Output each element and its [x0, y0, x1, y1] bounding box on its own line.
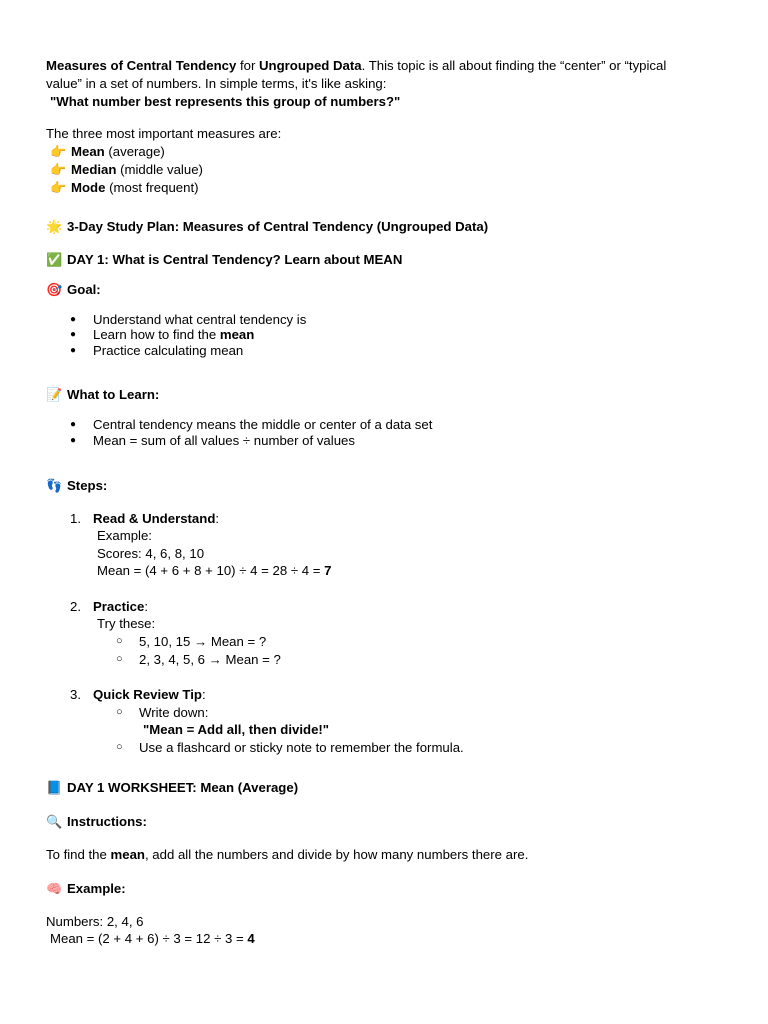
memo-icon: 📝: [46, 387, 63, 402]
topic-title: Measures of Central Tendency: [46, 58, 237, 73]
star-icon: 🌟: [46, 219, 63, 234]
instructions-heading: 🔍 Instructions:: [46, 814, 147, 829]
goal-heading: 🎯 Goal:: [46, 282, 101, 297]
intro-line-2: value” in a set of numbers. In simple terms, it's like asking:: [46, 76, 387, 91]
step-number: 2.: [70, 599, 81, 614]
steps-heading: 👣 Steps:: [46, 478, 108, 493]
blue-book-icon: 📘: [46, 780, 63, 795]
circle-bullet-icon: ○: [116, 653, 123, 665]
step-number: 3.: [70, 687, 81, 702]
step-1-mean: Mean = (4 + 6 + 8 + 10) ÷ 4 = 28 ÷ 4 = 7: [97, 563, 332, 578]
pointing-hand-icon: 👉: [50, 162, 67, 177]
target-icon: 🎯: [46, 282, 63, 297]
topic-subtitle: Ungrouped Data: [259, 58, 362, 73]
goal-item-1: Understand what central tendency is: [93, 312, 307, 327]
learn-heading: 📝 What to Learn:: [46, 387, 160, 402]
intro-question: "What number best represents this group of numbers?": [50, 94, 401, 109]
example-mean: Mean = (2 + 4 + 6) ÷ 3 = 12 ÷ 3 = 4: [50, 931, 255, 946]
practice-problem-2: 2, 3, 4, 5, 6 → Mean = ?: [139, 652, 281, 667]
brain-icon: 🧠: [46, 881, 63, 896]
goal-item-3: Practice calculating mean: [93, 343, 244, 358]
intro-line-1: Measures of Central Tendency for Ungrouped Data. This topic is all about finding the “center” or “typical: [46, 58, 667, 73]
bullet-icon: ●: [70, 345, 77, 356]
learn-item-2: Mean = sum of all values ÷ number of values: [93, 433, 355, 448]
step-1-scores: Scores: 4, 6, 8, 10: [97, 546, 205, 561]
pointing-hand-icon: 👉: [50, 144, 67, 159]
review-tip-1: Write down:: [139, 705, 209, 720]
circle-bullet-icon: ○: [116, 741, 123, 753]
measure-mean: 👉 Mean (average): [50, 144, 165, 159]
practice-problem-1: 5, 10, 15 → Mean = ?: [139, 634, 267, 649]
bullet-icon: ●: [70, 419, 77, 430]
footprints-icon: 👣: [46, 478, 63, 493]
worksheet-heading: 📘 DAY 1 WORKSHEET: Mean (Average): [46, 780, 299, 795]
review-tip-quote: "Mean = Add all, then divide!": [143, 722, 330, 737]
measures-heading: The three most important measures are:: [46, 126, 282, 141]
goal-item-2: Learn how to find the mean: [93, 327, 255, 342]
magnifier-icon: 🔍: [46, 814, 63, 829]
instructions-text: To find the mean, add all the numbers and divide by how many numbers there are.: [46, 847, 529, 862]
check-mark-icon: ✅: [46, 252, 63, 267]
study-plan-heading: 🌟 3-Day Study Plan: Measures of Central Tendency (Ungrouped Data): [46, 219, 489, 234]
bullet-icon: ●: [70, 329, 77, 340]
review-tip-2: Use a flashcard or sticky note to remember the formula.: [139, 740, 464, 755]
example-heading: 🧠 Example:: [46, 881, 126, 896]
example-numbers: Numbers: 2, 4, 6: [46, 914, 144, 929]
day1-heading: ✅ DAY 1: What is Central Tendency? Learn about MEAN: [46, 252, 403, 267]
measure-median: 👉 Median (middle value): [50, 162, 203, 177]
bullet-icon: ●: [70, 314, 77, 325]
step-2-title: Practice:: [93, 599, 148, 614]
bullet-icon: ●: [70, 435, 77, 446]
step-1-title: Read & Understand:: [93, 511, 220, 526]
step-number: 1.: [70, 511, 81, 526]
circle-bullet-icon: ○: [116, 706, 123, 718]
pointing-hand-icon: 👉: [50, 180, 67, 195]
learn-item-1: Central tendency means the middle or center of a data set: [93, 417, 433, 432]
step-3-title: Quick Review Tip:: [93, 687, 206, 702]
measure-mode: 👉 Mode (most frequent): [50, 180, 199, 195]
step-1-example-label: Example:: [97, 528, 152, 543]
circle-bullet-icon: ○: [116, 635, 123, 647]
step-2-try: Try these:: [97, 616, 156, 631]
